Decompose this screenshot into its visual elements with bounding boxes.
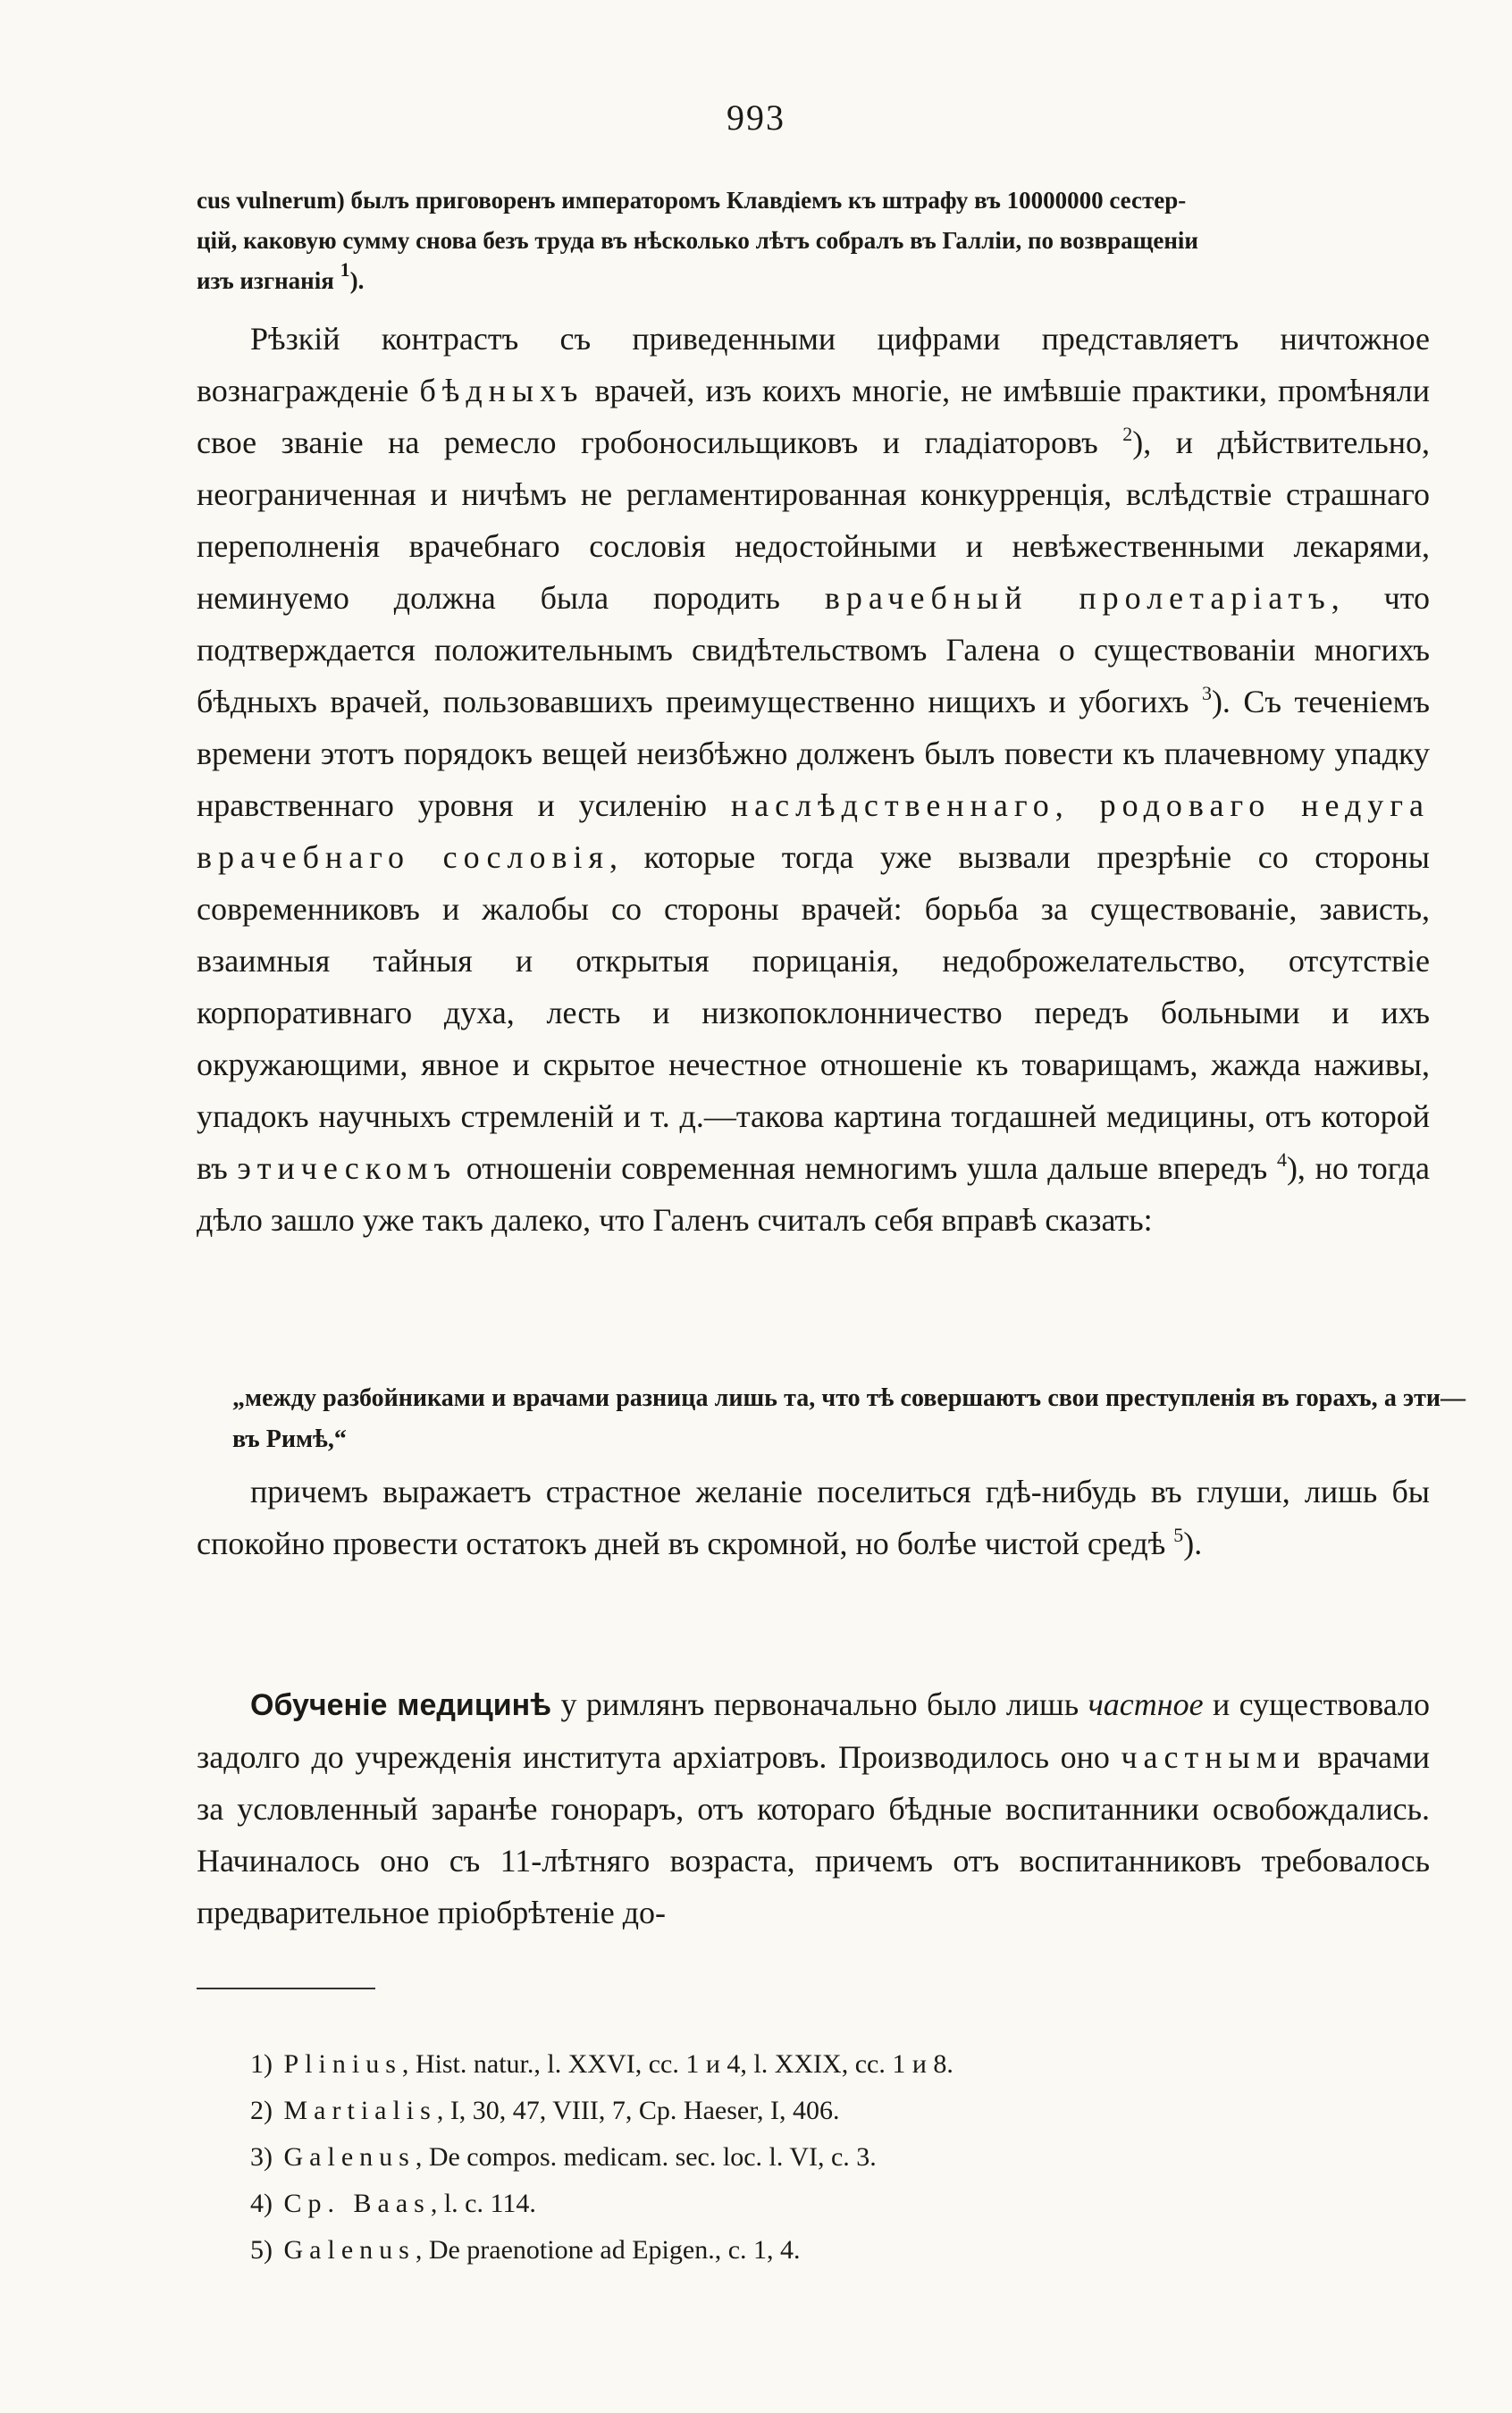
p1-spaced-b: врачебный пролетаріатъ — [824, 580, 1331, 616]
footnote-1 — [250, 2047, 953, 2082]
page-number: 993 — [727, 97, 785, 138]
footnote-2 — [250, 2093, 839, 2129]
footnote-number: 1) — [250, 2049, 273, 2079]
p2-text-b: ). — [1183, 1526, 1203, 1561]
paragraph-2 — [197, 1466, 1430, 1569]
footnote-ref-3[interactable]: 3 — [1201, 682, 1212, 704]
footnote-ref-2[interactable]: 2 — [1122, 423, 1133, 445]
p1-text-f: , что подтверждается положительнымъ свидѣтельствомъ Галена о существованіи многихъ бѣдныхъ врачей, пользовавшихъ преимущественно нищихъ и убогихъ — [197, 580, 1430, 719]
top-note-line-3 — [197, 258, 1430, 301]
footnote-ref-1[interactable]: 1 — [340, 258, 350, 281]
top-note-end: ). — [349, 267, 365, 294]
footnote-5 — [250, 2232, 801, 2268]
footnote-ref-4[interactable]: 4 — [1276, 1148, 1287, 1171]
footnote-text: , I, 30, 47, VIII, 7, Ср. Haeser, I, 406. — [436, 2096, 840, 2125]
footnote-author: Ср. Baas — [283, 2189, 431, 2218]
p3-spaced: частными — [1121, 1739, 1306, 1775]
p1-text-c: врачей, изъ коихъ многіе, не имѣвшіе практики, промѣняли свое званіе на ремесло гробоносильщиковъ и гладіаторовъ — [197, 373, 1431, 460]
p3-text-a: у римлянъ первоначально было лишь — [551, 1686, 1088, 1722]
p3-text-b: и существовало задолго до учрежденія института архіатровъ. Производилось оно — [197, 1686, 1430, 1775]
footnote-author: Martialis — [283, 2096, 437, 2125]
p3-italic: частное — [1088, 1686, 1204, 1722]
footnote-number: 4) — [250, 2189, 273, 2218]
p1-text-k: отношеніи современная немногимъ ушла дальше впередъ — [457, 1150, 1277, 1186]
footnote-ref-5[interactable]: 5 — [1173, 1524, 1184, 1546]
p2-text-a: причемъ выражаетъ страстное желаніе поселиться гдѣ-нибудь въ глуши, лишь бы спокойно провести остатокъ дней въ скромной, но болѣе чистой средѣ — [197, 1474, 1430, 1561]
paragraph-1 — [197, 313, 1430, 1246]
quotation: „между разбойниками и врачами разница лишь та, что тѣ совершаютъ свои преступленія въ горахъ, а эти—въ Римѣ,“ — [232, 1384, 1466, 1453]
footnote-text: , De compos. medicam. sec. loc. l. VI, c. 3. — [415, 2142, 877, 2172]
footnote-text: , Hist. natur., l. XXVI, cc. 1 и 4, l. XXIX, cc. 1 и 8. — [401, 2049, 953, 2079]
top-note-text: изъ изгнанія — [197, 267, 340, 294]
footnote-text: , l. c. 114. — [430, 2189, 536, 2218]
top-note-line-1: cus vulnerum) былъ приговоренъ императоромъ Клавдіемъ къ штрафу въ 10000000 сестер- — [197, 187, 1187, 214]
p1-spaced-d: этическомъ — [237, 1150, 458, 1186]
p3-text-c: врачами за условленный заранѣе гонораръ, отъ котораго бѣдные воспитанники освобождались. Начиналось оно съ 11-лѣтняго возраста, причемъ отъ воспитанниковъ требовалось предварительное пріобрѣтеніе до- — [197, 1739, 1430, 1930]
footnote-author: Plinius — [283, 2049, 402, 2079]
p1-text-d: ), и дѣйствительно, неограниченная и ничѣмъ не регламентированная конкурренція, вслѣдствіе страшнаго переполненія врачебнаго сословія недостойными и невѣжественными лекарями, неминуемо должна была породить — [197, 425, 1430, 616]
p1-text-g: ). Съ теченіемъ времени этотъ порядокъ вещей неизбѣжно долженъ былъ повести къ плачевному упадку нравственнаго уровня и усиленію — [197, 684, 1431, 823]
p1-text-l: ), но тогда дѣло зашло уже такъ далеко, что Галенъ считалъ себя вправѣ сказать: — [197, 1150, 1431, 1238]
top-note-line-2: цій, каковую сумму снова безъ труда въ нѣсколько лѣтъ собралъ въ Галліи, по возвращеніи — [197, 227, 1198, 254]
footnote-author: Galenus — [283, 2235, 416, 2265]
footnote-3 — [250, 2140, 877, 2175]
p1-text-a: Рѣзкій контрастъ съ приведенными цифрами представляетъ ничтожное вознагражденіе — [197, 321, 1430, 408]
top-note — [197, 181, 1430, 301]
footnote-number: 2) — [250, 2096, 273, 2125]
section-heading: Обученіе медицинѣ — [250, 1688, 552, 1722]
footnote-number: 3) — [250, 2142, 273, 2172]
p1-text-i: , которые тогда уже вызвали презрѣніе со стороны современниковъ и жалобы со стороны врачей: борьба за существованіе, зависть, взаимныя тайныя и открытыя порицанія, недоброжелательство, отсутствіе корпоративнаго духа, лесть и низкопоклонничество передъ больными и ихъ окружающими, явное и скрытое нечестное отношеніе къ товарищамъ, жажда наживы, упадокъ научныхъ стремленій и т. д.—такова картина тогдашней медицины, отъ которой въ — [197, 839, 1430, 1186]
footnote-author: Galenus — [283, 2142, 416, 2172]
footnote-text: , De praenotione ad Epigen., c. 1, 4. — [415, 2235, 801, 2265]
p1-spaced-c: наслѣдственнаго, родоваго недуга врачебнаго сословія — [197, 787, 1431, 875]
footnote-divider — [197, 1988, 375, 1989]
footnote-4 — [250, 2186, 536, 2222]
p1-spaced-a: бѣдныхъ — [419, 373, 584, 408]
footnote-number: 5) — [250, 2235, 273, 2265]
paragraph-3 — [197, 1678, 1430, 1938]
